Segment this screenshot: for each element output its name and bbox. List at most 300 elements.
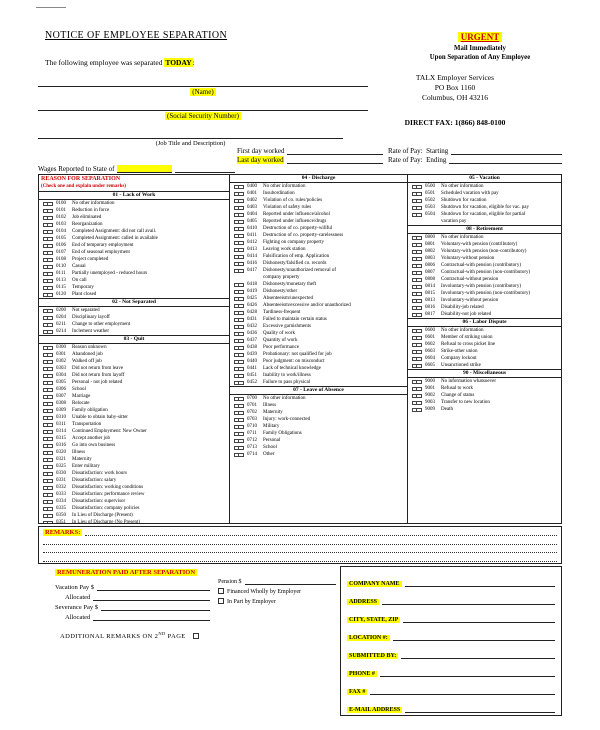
reason-item-checkbox[interactable] xyxy=(412,343,422,347)
reason-item xyxy=(230,218,407,225)
reason-item-checkbox[interactable] xyxy=(412,401,422,405)
reason-item-checkbox[interactable] xyxy=(43,244,53,248)
reason-item-code: 0451 xyxy=(247,373,257,378)
reason-item-checkbox[interactable] xyxy=(412,243,422,247)
reason-item-label: Fighting on company property xyxy=(263,240,324,245)
reason-item-checkbox[interactable] xyxy=(234,360,244,364)
reason-item-checkbox[interactable] xyxy=(234,206,244,210)
reason-item-checkbox[interactable] xyxy=(43,230,53,234)
reason-item-checkbox[interactable] xyxy=(234,404,244,408)
reason-item-checkbox[interactable] xyxy=(412,257,422,261)
reason-item-label: Absenteeism/unexpected xyxy=(263,296,313,301)
company-field-line[interactable] xyxy=(393,634,555,641)
reason-item xyxy=(230,225,407,232)
last-day-line[interactable] xyxy=(287,157,383,164)
reason-item-checkbox[interactable] xyxy=(234,269,244,273)
reason-item-label: Other xyxy=(263,452,275,457)
reason-item-checkbox[interactable] xyxy=(412,387,422,391)
reason-item-code: 0306 xyxy=(56,387,66,392)
reason-item-checkbox[interactable] xyxy=(43,279,53,283)
reason-item-checkbox[interactable] xyxy=(234,367,244,371)
reason-item-code: 0710 xyxy=(247,424,257,429)
reason-item-checkbox[interactable] xyxy=(234,290,244,294)
reason-item xyxy=(230,190,407,197)
reason-item xyxy=(39,270,229,277)
reason-item-checkbox[interactable] xyxy=(412,285,422,289)
company-field-row xyxy=(347,607,555,623)
first-day-line[interactable] xyxy=(287,148,383,155)
reason-item-checkbox[interactable] xyxy=(234,220,244,224)
reason-item-label: Illness xyxy=(263,403,277,408)
wages-state-highlight-line[interactable] xyxy=(117,165,172,173)
vacation-allocated-line[interactable] xyxy=(93,594,210,601)
reason-item-label: Violation of co. rules/policies xyxy=(263,198,323,203)
reason-item-checkbox[interactable] xyxy=(43,251,53,255)
reason-item-checkbox[interactable] xyxy=(234,199,244,203)
reason-item-checkbox[interactable] xyxy=(412,292,422,296)
name-line[interactable] xyxy=(38,86,368,87)
reason-item-label: No other information xyxy=(263,184,306,189)
reason-item-checkbox[interactable] xyxy=(234,446,244,450)
reason-item-checkbox[interactable] xyxy=(234,248,244,252)
reason-item xyxy=(408,378,561,385)
remarks-line-2[interactable] xyxy=(43,536,557,545)
reason-item-checkbox[interactable] xyxy=(234,311,244,315)
reason-item-checkbox[interactable] xyxy=(43,309,53,313)
in-part-checkbox[interactable] xyxy=(218,598,224,604)
reason-title: REASON FOR SEPARATION xyxy=(41,176,121,182)
reason-item xyxy=(230,372,407,379)
reason-item-checkbox[interactable] xyxy=(412,350,422,354)
reason-item-label: No other information xyxy=(441,328,484,333)
reason-item-label: Scheduled vacation with pay xyxy=(441,191,499,196)
reason-item-checkbox[interactable] xyxy=(43,451,53,455)
reason-column-1 xyxy=(39,175,229,523)
reason-item-checkbox[interactable] xyxy=(234,353,244,357)
reason-item xyxy=(39,477,229,484)
reason-item xyxy=(408,283,561,290)
reason-item-checkbox[interactable] xyxy=(234,439,244,443)
reason-item xyxy=(408,392,561,399)
reason-item-code: 0111 xyxy=(56,271,66,276)
reason-item-checkbox[interactable] xyxy=(234,255,244,259)
reason-column-2 xyxy=(229,175,407,523)
reason-item-label: Transportation xyxy=(72,422,102,427)
reason-item-code: 0204 xyxy=(56,315,66,320)
reason-item-checkbox[interactable] xyxy=(412,313,422,317)
reason-item xyxy=(230,365,407,372)
company-field-row xyxy=(347,571,555,587)
reason-item-checkbox[interactable] xyxy=(43,353,53,357)
rate-start-row xyxy=(388,147,562,155)
reason-item-checkbox[interactable] xyxy=(43,388,53,392)
reason-item-code: 0101 xyxy=(56,208,66,213)
reason-item xyxy=(39,314,229,321)
ssn-line[interactable] xyxy=(38,110,368,111)
reason-item-code: 0115 xyxy=(56,285,66,290)
reason-item-code: 0425 xyxy=(247,296,257,301)
reason-item-code: 0441 xyxy=(247,366,257,371)
severance-pay-line[interactable] xyxy=(101,604,210,611)
reason-item-checkbox[interactable] xyxy=(43,402,53,406)
reason-item-code: 0428 xyxy=(247,310,257,315)
reason-item xyxy=(39,200,229,207)
reason-item-checkbox[interactable] xyxy=(234,374,244,378)
reason-item-checkbox[interactable] xyxy=(234,234,244,238)
reason-item xyxy=(39,228,229,235)
reason-item-checkbox[interactable] xyxy=(412,278,422,282)
reason-item-checkbox[interactable] xyxy=(43,360,53,364)
reason-item xyxy=(408,290,561,297)
reason-item-code: 0501 xyxy=(425,191,435,196)
reason-item-checkbox[interactable] xyxy=(234,185,244,189)
reason-item-code: 0100 xyxy=(56,201,66,206)
company-field-line[interactable] xyxy=(405,580,556,587)
reason-item-label: Refusal to cross picket line xyxy=(441,342,496,347)
reason-item-label: Refusal to work xyxy=(441,386,473,391)
reason-item xyxy=(230,246,407,253)
rate-end-label: Rate of Pay: Ending xyxy=(388,156,447,164)
reason-item-checkbox[interactable] xyxy=(234,418,244,422)
reason-item-code: 0416 xyxy=(247,261,257,266)
vacation-pay-line[interactable] xyxy=(97,584,210,591)
reason-item-label: Dishonesty/other xyxy=(263,289,298,294)
reason-item-checkbox[interactable] xyxy=(412,329,422,333)
reason-item-code: 0401 xyxy=(247,191,257,196)
reason-item-checkbox[interactable] xyxy=(43,316,53,320)
reason-item xyxy=(230,232,407,239)
reason-item-label: Reason unknown xyxy=(72,345,107,350)
reason-item-checkbox[interactable] xyxy=(43,479,53,483)
company-field-line[interactable] xyxy=(403,616,555,623)
reason-item xyxy=(230,451,407,458)
reason-item-checkbox[interactable] xyxy=(43,209,53,213)
reason-item xyxy=(39,519,229,523)
company-field-line[interactable] xyxy=(405,706,555,713)
rate-start-line[interactable] xyxy=(451,148,562,155)
reason-item xyxy=(230,402,407,409)
reason-item-checkbox[interactable] xyxy=(412,192,422,196)
job-title-line[interactable] xyxy=(38,138,343,139)
reason-item-checkbox[interactable] xyxy=(412,306,422,310)
remarks-line-4[interactable] xyxy=(43,553,557,562)
reason-item-checkbox[interactable] xyxy=(43,265,53,269)
reason-section-header: 01 - Lack of Work xyxy=(39,192,229,200)
reason-item-code: 0800 xyxy=(425,235,435,240)
reason-item-checkbox[interactable] xyxy=(43,472,53,476)
reason-item-checkbox[interactable] xyxy=(43,237,53,241)
reason-item-checkbox[interactable] xyxy=(43,437,53,441)
last-day-row xyxy=(237,156,383,164)
severance-allocated-line[interactable] xyxy=(93,614,210,621)
reason-item-label: Shutdown for vacation xyxy=(441,198,487,203)
reason-item-checkbox[interactable] xyxy=(43,507,53,511)
reason-item-checkbox[interactable] xyxy=(234,453,244,457)
reason-item-code: 0410 xyxy=(247,226,257,231)
reason-item-checkbox[interactable] xyxy=(234,432,244,436)
reason-item-code: 0703 xyxy=(247,417,257,422)
reason-item-label: Plant closed xyxy=(72,292,97,297)
reason-item-checkbox[interactable] xyxy=(234,332,244,336)
reason-item-label: Partially unemployed - reduced hours xyxy=(72,271,148,276)
reason-item-label: Inability to work/illness xyxy=(263,373,311,378)
reason-item-checkbox[interactable] xyxy=(43,330,53,334)
reason-item-checkbox[interactable] xyxy=(412,357,422,361)
reason-item-checkbox[interactable] xyxy=(234,227,244,231)
reason-item-code: 0113 xyxy=(56,278,66,283)
reason-item-checkbox[interactable] xyxy=(412,264,422,268)
reason-item-checkbox[interactable] xyxy=(43,216,53,220)
reason-item-checkbox[interactable] xyxy=(412,380,422,384)
reason-item-checkbox[interactable] xyxy=(234,213,244,217)
reason-item-checkbox[interactable] xyxy=(234,339,244,343)
company-field-row xyxy=(347,697,555,713)
reason-item-checkbox[interactable] xyxy=(234,411,244,415)
service-name: TALX Employer Services xyxy=(415,73,495,82)
reason-item xyxy=(230,260,407,267)
company-field-label: COMPANY NAME xyxy=(349,581,400,587)
reason-item-label: No other information xyxy=(441,184,484,189)
reason-item-label: Voluntary-with pension (contributory) xyxy=(441,242,518,247)
reason-section-header: 04 - Discharge xyxy=(230,175,407,183)
first-day-label: First day worked xyxy=(237,147,285,155)
reason-item-code: 0120 xyxy=(56,292,66,297)
job-title-label-row xyxy=(38,140,343,147)
reason-item-checkbox[interactable] xyxy=(412,364,422,368)
reason-item xyxy=(408,197,561,204)
reason-item-checkbox[interactable] xyxy=(43,293,53,297)
reason-item-label: Military xyxy=(263,424,280,429)
reason-item xyxy=(230,430,407,437)
rate-start-label: Rate of Pay: Starting xyxy=(388,147,449,155)
reason-item-label: Project completed xyxy=(72,257,109,262)
reason-item-checkbox[interactable] xyxy=(43,493,53,497)
reason-item-code: 0413 xyxy=(247,247,257,252)
reason-item xyxy=(408,399,561,406)
reason-item-code: 0333 xyxy=(56,492,66,497)
service-address-block xyxy=(370,73,540,103)
reason-item-label: No other information xyxy=(72,201,115,206)
reason-item xyxy=(408,362,561,369)
reason-item xyxy=(408,269,561,276)
company-field-line[interactable] xyxy=(380,670,555,677)
vacation-allocated-label: Allocated xyxy=(65,594,91,601)
reason-item-checkbox[interactable] xyxy=(43,416,53,420)
service-addr2: Columbus, OH 43216 xyxy=(421,93,489,102)
remarks-label: REMARKS: xyxy=(45,529,81,536)
reason-item-checkbox[interactable] xyxy=(412,299,422,303)
reason-item xyxy=(39,284,229,291)
upon-separation-text: Upon Separation of Any Employee xyxy=(429,53,531,61)
reason-item-checkbox[interactable] xyxy=(412,236,422,240)
reason-item-code: 0601 xyxy=(425,335,435,340)
reason-item-label: On call xyxy=(72,278,87,283)
reason-item-label: Job eliminated xyxy=(72,215,102,220)
reason-item-checkbox[interactable] xyxy=(43,395,53,399)
reason-item-checkbox[interactable] xyxy=(234,381,244,385)
reason-item-label: Personal xyxy=(263,438,281,443)
reason-item-code: 0325 xyxy=(56,464,66,469)
reason-item-checkbox[interactable] xyxy=(43,381,53,385)
reason-item-checkbox[interactable] xyxy=(234,325,244,329)
reason-item-label: Abandoned job xyxy=(72,352,103,357)
reason-item-code: 0310 xyxy=(56,415,66,420)
reason-item-code: 9003 xyxy=(425,400,435,405)
reason-item-code: 9000 xyxy=(425,379,435,384)
reason-item-code: 0604 xyxy=(425,356,435,361)
reason-item-label: In Lieu of Discharge (No Present) xyxy=(72,520,141,523)
reason-item-code: 0412 xyxy=(247,240,257,245)
rate-end-line[interactable] xyxy=(449,157,562,164)
reason-item-checkbox[interactable] xyxy=(43,521,53,524)
reason-item-label: Illness xyxy=(72,450,86,455)
reason-item-code: 0405 xyxy=(247,219,257,224)
reason-item-label: Dishonesty/unauthorized removal of company property xyxy=(263,268,337,280)
reason-item-code: 0315 xyxy=(56,436,66,441)
reason-item-label: Did not return from leave xyxy=(72,366,124,371)
reason-item-checkbox[interactable] xyxy=(43,444,53,448)
reason-item xyxy=(39,256,229,263)
reason-item-checkbox[interactable] xyxy=(412,213,422,217)
reason-item-code: 0304 xyxy=(56,373,66,378)
company-field-label: PHONE # xyxy=(349,671,375,677)
company-field-line[interactable] xyxy=(370,688,555,695)
reason-item xyxy=(408,183,561,190)
reason-item-label: Reorganization xyxy=(72,222,103,227)
reason-item-label: Family obligation xyxy=(72,408,108,413)
reason-item-checkbox[interactable] xyxy=(43,500,53,504)
reason-item-code: 0305 xyxy=(56,380,66,385)
reason-item-label: Shutdown for vacation, eligible for partial vacation pay xyxy=(441,212,526,224)
remarks-line-3[interactable] xyxy=(43,545,557,554)
reason-item-checkbox[interactable] xyxy=(43,409,53,413)
reason-item-code: 0351 xyxy=(56,520,66,523)
reason-item xyxy=(408,276,561,283)
reason-item xyxy=(39,484,229,491)
reason-item xyxy=(39,365,229,372)
reason-item-checkbox[interactable] xyxy=(43,286,53,290)
reason-item xyxy=(39,407,229,414)
reason-item-label: No other information xyxy=(441,235,484,240)
reason-section-header: 06 - Labor Dispute xyxy=(408,318,561,327)
reason-item-checkbox[interactable] xyxy=(43,346,53,350)
urgent-block xyxy=(398,27,562,62)
reason-item xyxy=(230,316,407,323)
reason-item-label: Completed Assignment: did not call avail. xyxy=(72,229,157,234)
reason-item-code: 0712 xyxy=(247,438,257,443)
pension-line[interactable] xyxy=(245,578,336,585)
reason-item xyxy=(39,207,229,214)
reason-item-checkbox[interactable] xyxy=(43,202,53,206)
ssn-label: (Social Security Number) xyxy=(167,112,239,120)
reason-item-label: Contractual-with pension (contributory) xyxy=(441,263,521,268)
reason-item-checkbox[interactable] xyxy=(412,185,422,189)
reason-item xyxy=(408,355,561,362)
reason-item-checkbox[interactable] xyxy=(43,486,53,490)
reason-item-checkbox[interactable] xyxy=(43,465,53,469)
reason-item-checkbox[interactable] xyxy=(412,408,422,412)
reason-item-label: Company lockout xyxy=(441,356,477,361)
reason-item xyxy=(230,267,407,281)
reason-item xyxy=(408,211,561,225)
reason-item xyxy=(39,379,229,386)
remarks-line-1[interactable] xyxy=(85,529,557,536)
reason-item-checkbox[interactable] xyxy=(412,394,422,398)
reason-item-code: 0330 xyxy=(56,471,66,476)
reason-item xyxy=(39,400,229,407)
reason-item-label: Accept another job xyxy=(72,436,111,441)
reason-item-checkbox[interactable] xyxy=(234,304,244,308)
reason-item-checkbox[interactable] xyxy=(43,430,53,434)
reason-item-checkbox[interactable] xyxy=(234,241,244,245)
reason-item-label: Death xyxy=(441,407,453,412)
reason-item-checkbox[interactable] xyxy=(234,262,244,266)
reason-item xyxy=(408,248,561,255)
additional-remarks-checkbox[interactable] xyxy=(193,633,199,639)
reason-item xyxy=(230,395,407,402)
reason-item-checkbox[interactable] xyxy=(412,336,422,340)
reason-item-checkbox[interactable] xyxy=(43,258,53,262)
wages-line[interactable] xyxy=(175,166,235,173)
reason-item-code: 0350 xyxy=(56,513,66,518)
intro-sentence xyxy=(45,58,195,67)
reason-item-label: Family Obligations xyxy=(263,431,302,436)
reason-item xyxy=(39,442,229,449)
reason-item-checkbox[interactable] xyxy=(234,192,244,196)
reason-item-checkbox[interactable] xyxy=(234,425,244,429)
reason-item-checkbox[interactable] xyxy=(234,397,244,401)
reason-item-code: 0439 xyxy=(247,352,257,357)
reason-item-code: 9001 xyxy=(425,386,435,391)
reason-item-code: 0320 xyxy=(56,450,66,455)
reason-item-checkbox[interactable] xyxy=(43,374,53,378)
reason-item-checkbox[interactable] xyxy=(412,199,422,203)
reason-item-label: Falsification of emp. Application xyxy=(263,254,330,259)
reason-item-checkbox[interactable] xyxy=(234,297,244,301)
reason-item-checkbox[interactable] xyxy=(234,283,244,287)
reason-item xyxy=(408,327,561,334)
reason-item xyxy=(39,277,229,284)
reason-item-checkbox[interactable] xyxy=(43,514,53,518)
reason-item xyxy=(39,491,229,498)
company-field-line[interactable] xyxy=(382,598,555,605)
reason-item-label: Relocate xyxy=(72,401,90,406)
reason-item xyxy=(230,351,407,358)
reason-item-label: Maternity xyxy=(263,410,283,415)
reason-item xyxy=(408,341,561,348)
reason-subtitle: (Check one and explain under remarks) xyxy=(41,184,126,189)
financed-wholly-checkbox[interactable] xyxy=(218,588,224,594)
reason-item-checkbox[interactable] xyxy=(43,323,53,327)
reason-item-code: 0437 xyxy=(247,338,257,343)
reason-item-label: Dissatisfaction: supervisor xyxy=(72,499,126,504)
reason-item-checkbox[interactable] xyxy=(234,346,244,350)
reason-item-checkbox[interactable] xyxy=(412,250,422,254)
reason-item-checkbox[interactable] xyxy=(412,271,422,275)
reason-item-checkbox[interactable] xyxy=(43,223,53,227)
reason-item-checkbox[interactable] xyxy=(234,318,244,322)
reason-item-checkbox[interactable] xyxy=(43,272,53,276)
reason-item xyxy=(230,204,407,211)
company-field-line[interactable] xyxy=(401,652,555,659)
reason-item-checkbox[interactable] xyxy=(43,458,53,462)
reason-item-checkbox[interactable] xyxy=(43,367,53,371)
reason-item-code: 0600 xyxy=(425,328,435,333)
company-field-row xyxy=(347,643,555,659)
reason-item-checkbox[interactable] xyxy=(412,206,422,210)
vacation-pay-label: Vacation Pay $ xyxy=(55,584,94,591)
reason-item-checkbox[interactable] xyxy=(43,423,53,427)
